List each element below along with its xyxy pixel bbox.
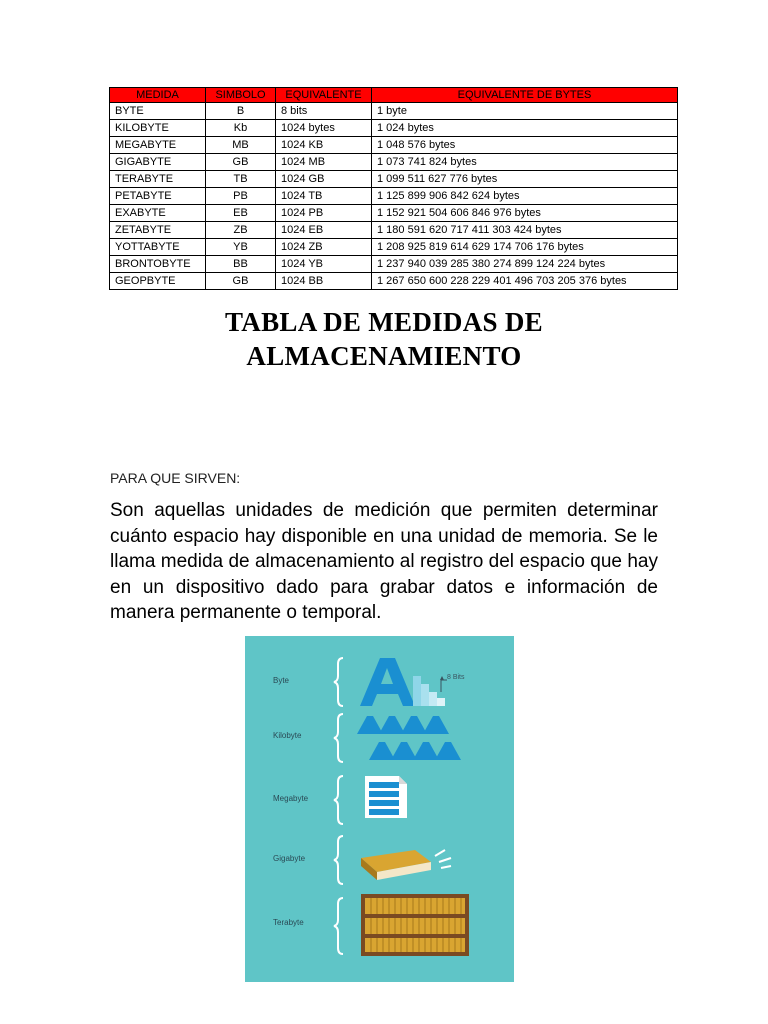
kilobyte-letters-icon: [357, 716, 461, 760]
cell-equivalente-bytes: 1 267 650 600 228 229 401 496 703 205 376 bytes: [372, 273, 678, 290]
cell-equivalente-bytes: 1 099 511 627 776 bytes: [372, 171, 678, 188]
cell-equivalente-bytes: 1 208 925 819 614 629 174 706 176 bytes: [372, 239, 678, 256]
cell-simbolo: BB: [206, 256, 276, 273]
cell-equivalente-bytes: 1 048 576 bytes: [372, 137, 678, 154]
cell-equivalente-bytes: 1 073 741 824 bytes: [372, 154, 678, 171]
brace-icon: [334, 836, 343, 884]
document-title: [0, 305, 768, 373]
cell-medida: GIGABYTE: [110, 154, 206, 171]
cell-simbolo: GB: [206, 154, 276, 171]
title-line-1: TABLA DE MEDIDAS DE: [224, 307, 543, 337]
cell-simbolo: ZB: [206, 222, 276, 239]
header-simbolo: SIMBOLO: [206, 88, 276, 103]
cell-medida: GEOPBYTE: [110, 273, 206, 290]
header-equivalente: EQUIVALENTE: [276, 88, 372, 103]
label-gigabyte: Gigabyte: [273, 854, 306, 863]
cell-equivalente-bytes: 1 237 940 039 285 380 274 899 124 224 bytes: [372, 256, 678, 273]
cell-simbolo: PB: [206, 188, 276, 205]
table-row: [110, 273, 678, 290]
cell-simbolo: GB: [206, 273, 276, 290]
brace-icons: [334, 658, 343, 954]
cell-equivalente: 1024 YB: [276, 256, 372, 273]
table-row: [110, 205, 678, 222]
cell-simbolo: TB: [206, 171, 276, 188]
cell-medida: EXABYTE: [110, 205, 206, 222]
cell-equivalente: 1024 TB: [276, 188, 372, 205]
cell-equivalente-bytes: 1 024 bytes: [372, 120, 678, 137]
infographic-graphic: [245, 636, 514, 982]
label-8-bits: 8 Bits: [447, 674, 465, 681]
brace-icon: [334, 714, 343, 762]
table-row: [110, 120, 678, 137]
cell-equivalente: 1024 BB: [276, 273, 372, 290]
cell-equivalente: 8 bits: [276, 103, 372, 120]
cell-equivalente: 1024 ZB: [276, 239, 372, 256]
cell-equivalente: 1024 KB: [276, 137, 372, 154]
cell-medida: TERABYTE: [110, 171, 206, 188]
table-row: [110, 137, 678, 154]
label-terabyte: Terabyte: [273, 918, 304, 927]
cell-medida: ZETABYTE: [110, 222, 206, 239]
table-row: [110, 222, 678, 239]
cell-equivalente: 1024 MB: [276, 154, 372, 171]
cell-equivalente: 1024 bytes: [276, 120, 372, 137]
label-byte: Byte: [273, 676, 290, 685]
letter-a-icon: [360, 658, 447, 706]
book-icon: [361, 850, 451, 880]
brace-icon: [334, 776, 343, 824]
cell-equivalente-bytes: 1 byte: [372, 103, 678, 120]
cell-medida: PETABYTE: [110, 188, 206, 205]
header-equivalente-bytes: EQUIVALENTE DE BYTES: [372, 88, 678, 103]
label-kilobyte: Kilobyte: [273, 731, 302, 740]
cell-medida: KILOBYTE: [110, 120, 206, 137]
title-line-2: ALMACENAMIENTO: [246, 341, 522, 371]
brace-icon: [334, 658, 343, 706]
cell-medida: YOTTABYTE: [110, 239, 206, 256]
cell-simbolo: B: [206, 103, 276, 120]
table-row: [110, 154, 678, 171]
storage-infographic: [245, 636, 514, 982]
cell-equivalente: 1024 GB: [276, 171, 372, 188]
bookshelf-icon: [361, 894, 469, 956]
cell-medida: BRONTOBYTE: [110, 256, 206, 273]
table-row: [110, 171, 678, 188]
cell-equivalente-bytes: 1 180 591 620 717 411 303 424 bytes: [372, 222, 678, 239]
table-row: [110, 256, 678, 273]
table-row: [110, 188, 678, 205]
cell-equivalente: 1024 EB: [276, 222, 372, 239]
cell-simbolo: Kb: [206, 120, 276, 137]
storage-units-table: [109, 87, 678, 290]
cell-medida: BYTE: [110, 103, 206, 120]
description-paragraph: Son aquellas unidades de medición que permiten determinar cuánto espacio hay disponible en una unidad de memoria. Se le llama medida de almacenamiento al registro del espacio que hay en un dispositivo dado para grabar datos e información de manera permanente o temporal.: [110, 500, 658, 623]
cell-equivalente-bytes: 1 125 899 906 842 624 bytes: [372, 188, 678, 205]
cell-simbolo: EB: [206, 205, 276, 222]
table-header-row: [110, 88, 678, 103]
header-medida: MEDIDA: [110, 88, 206, 103]
cell-simbolo: YB: [206, 239, 276, 256]
cell-simbolo: MB: [206, 137, 276, 154]
cell-medida: MEGABYTE: [110, 137, 206, 154]
brace-icon: [334, 898, 343, 954]
cell-equivalente: 1024 PB: [276, 205, 372, 222]
page-icon: [365, 776, 407, 818]
cell-equivalente-bytes: 1 152 921 504 606 846 976 bytes: [372, 205, 678, 222]
table-row: [110, 239, 678, 256]
label-megabyte: Megabyte: [273, 794, 309, 803]
section-label: PARA QUE SIRVEN:: [110, 470, 241, 486]
table-row: [110, 103, 678, 120]
